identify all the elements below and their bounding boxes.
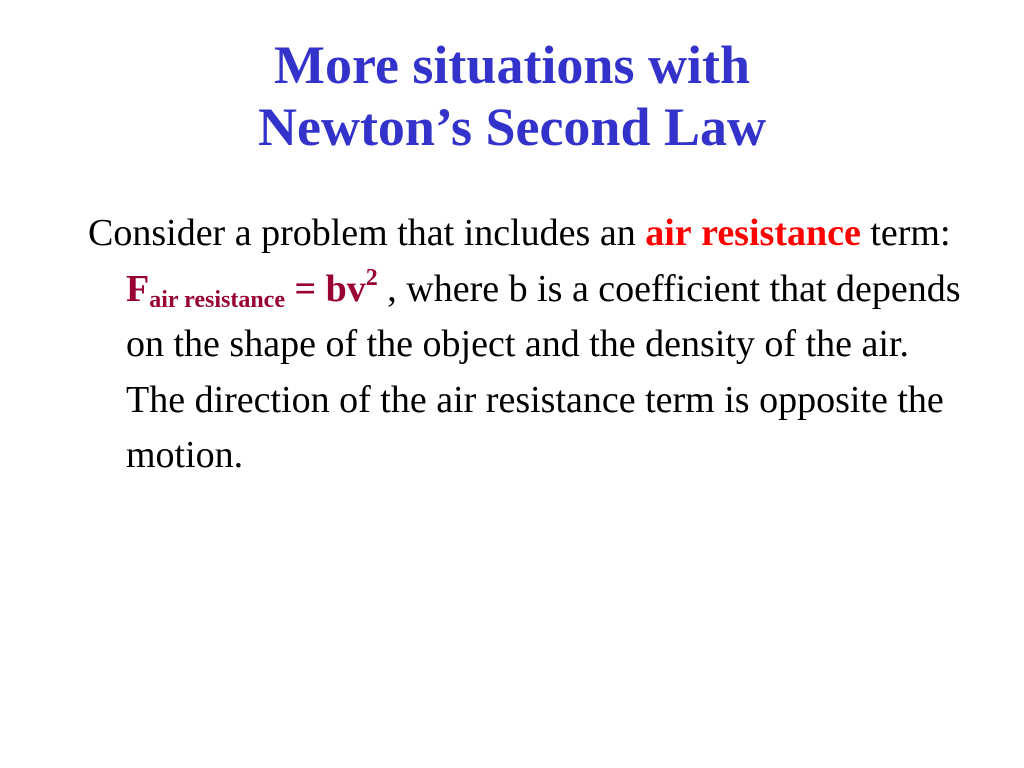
- formula-superscript: 2: [365, 264, 378, 291]
- highlight-air: air: [645, 212, 692, 254]
- body-paragraph: [88, 206, 976, 484]
- highlight-resistance: resistance: [701, 212, 861, 254]
- body-intro: Consider a problem that includes an: [88, 212, 646, 254]
- slide-title: [0, 34, 1024, 158]
- title-line-2: Newton’s Second Law: [257, 97, 767, 157]
- formula-equals: = bv: [284, 267, 366, 310]
- title-line-1: More situations with: [273, 35, 750, 95]
- body-term: term:: [860, 212, 951, 254]
- formula: [126, 264, 378, 313]
- formula-subscript: air resistance: [149, 286, 285, 313]
- formula-force-symbol: F: [126, 267, 150, 310]
- body-rest: , where b is a coefficient that depends on the shape of the object and the density of the air. The direction of the air resistance term is opposite the motion.: [126, 267, 961, 476]
